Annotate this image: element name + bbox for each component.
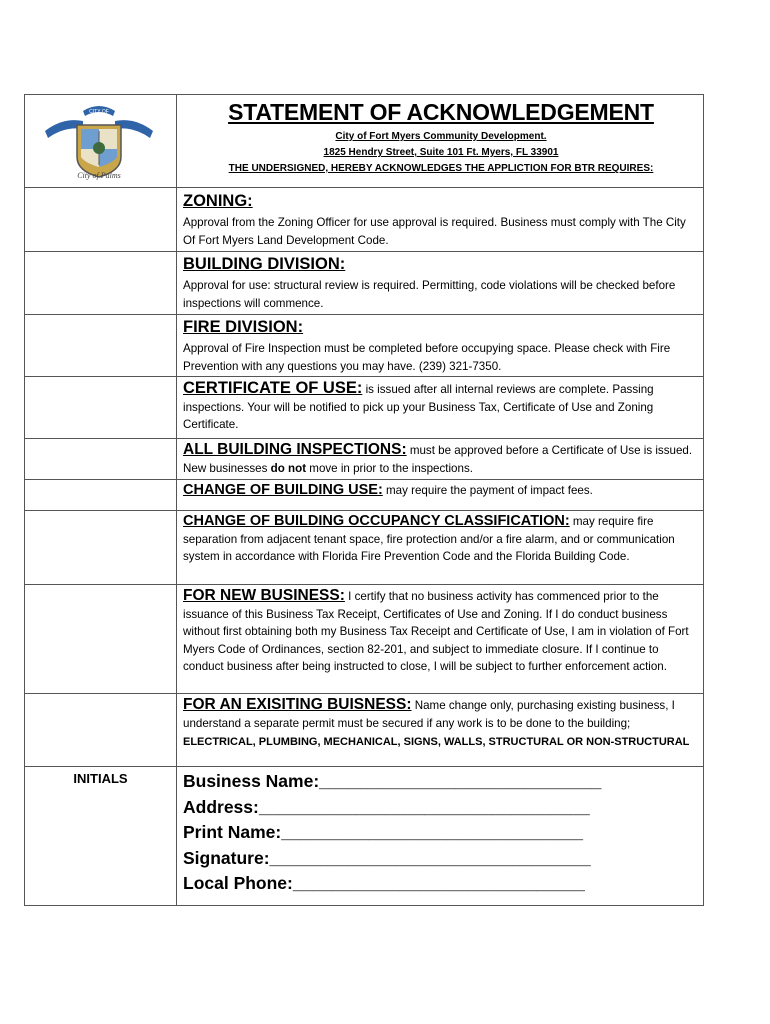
existing-business-text: Name change only, purchasing existing business, I understand a separate permit must be secured if any work is to be done to the building; bbox=[183, 699, 675, 730]
row-divider bbox=[25, 438, 703, 439]
initials-label: INITIALS bbox=[73, 771, 128, 786]
all-building-inspections-section bbox=[183, 441, 697, 477]
row-divider bbox=[25, 766, 703, 767]
row-divider bbox=[25, 251, 703, 252]
acknowledgement-statement: THE UNDERSIGNED, HEREBY ACKNOWLEDGES THE APPLICTION FOR BTR REQUIRES: bbox=[228, 163, 654, 174]
certificate-of-use-section bbox=[183, 380, 697, 434]
seal-caption: City of Palms bbox=[77, 171, 121, 180]
address-field[interactable]: Address:__________________________________ bbox=[183, 796, 590, 817]
new-business-section bbox=[183, 587, 697, 676]
svg-text:CITY OF: CITY OF bbox=[89, 109, 109, 115]
do-not-emphasis: do not bbox=[270, 461, 307, 475]
agency-name: City of Fort Myers Community Development. bbox=[335, 131, 547, 142]
document-title: STATEMENT OF ACKNOWLEDGEMENT bbox=[228, 99, 654, 125]
new-business-title: FOR NEW BUSINESS: bbox=[183, 587, 345, 604]
certificate-of-use-text: is issued after all internal reviews are complete. Passing inspections. Your will be notified to pick up your Business Tax, Certificate of Use and Zoning Certificate. bbox=[183, 383, 654, 431]
certificate-of-use-title: CERTIFICATE OF USE: bbox=[183, 379, 363, 397]
city-seal-logo bbox=[37, 101, 161, 183]
all-building-inspections-text: must be approved before a Certificate of Use is issued. New businesses bbox=[183, 444, 693, 475]
building-division-section bbox=[183, 255, 697, 312]
existing-business-title: FOR AN EXISITING BUISNESS: bbox=[183, 696, 412, 713]
fire-division-section bbox=[183, 318, 697, 375]
zoning-section bbox=[183, 192, 697, 249]
change-of-occupancy-title: CHANGE OF BUILDING OCCUPANCY CLASSIFICATION: bbox=[183, 513, 570, 529]
change-of-use-text: may require the payment of impact fees. bbox=[382, 484, 593, 497]
existing-business-section bbox=[183, 696, 697, 752]
row-divider bbox=[25, 314, 703, 315]
row-divider bbox=[25, 479, 703, 480]
row-divider bbox=[25, 187, 703, 188]
new-business-text: I certify that no business activity has commenced prior to the issuance of this Business Tax Receipt, Certificates of Use and Zoning. If I do conduct business without first obtaining both my Business Tax Receipt and Certificate of Use, I am in violation of Fort Myers Code of Ordinances, section 82-201, and subject to immediate closure. If I continue to conduct business after being instructed to close, I will be subject to further enforcement action. bbox=[183, 590, 689, 673]
print-name-field[interactable]: Print Name:_______________________________ bbox=[183, 822, 583, 842]
all-building-inspections-title: ALL BUILDING INSPECTIONS: bbox=[183, 441, 407, 458]
signature-field[interactable]: Signature:_________________________________ bbox=[183, 847, 591, 868]
column-divider bbox=[176, 95, 177, 905]
row-divider bbox=[25, 510, 703, 511]
fire-division-text: Approval of Fire Inspection must be completed before occupying space. Please check with Fire Prevention with any questions you may have. (239) 321-7350. bbox=[183, 342, 671, 373]
local-phone-field[interactable]: Local Phone:______________________________ bbox=[183, 873, 585, 893]
zoning-text: Approval from the Zoning Officer for use approval is required. Business must comply with The City Of Fort Myers Land Development Code. bbox=[183, 216, 686, 247]
change-of-occupancy-text: may require fire separation from adjacent tenant space, fire protection and/or a fire alarm, and or communication system in accordance with Florida Fire Prevention Code and the Florida Building Code. bbox=[183, 515, 675, 563]
row-divider bbox=[25, 376, 703, 377]
signature-block bbox=[183, 769, 697, 897]
building-division-text: Approval for use: structural review is required. Permitting, code violations will be checked before inspections will commence. bbox=[183, 279, 676, 310]
acknowledgement-form-table bbox=[24, 94, 704, 906]
row-divider bbox=[25, 693, 703, 694]
agency-address: 1825 Hendry Street, Suite 101 Ft. Myers, FL 33901 bbox=[323, 147, 559, 158]
change-of-use-title: CHANGE OF BUILDING USE: bbox=[183, 482, 383, 498]
change-of-occupancy-section bbox=[183, 513, 697, 566]
all-building-inspections-text-end: move in prior to the inspections. bbox=[306, 461, 473, 475]
building-division-title: BUILDING DIVISION: bbox=[183, 255, 346, 273]
fire-division-title: FIRE DIVISION: bbox=[183, 318, 304, 336]
change-of-use-section bbox=[183, 482, 697, 500]
existing-business-work-types: ELECTRICAL, PLUMBING, MECHANICAL, SIGNS, WALLS, STRUCTURAL OR NON-STRUCTURAL bbox=[183, 736, 690, 748]
row-divider bbox=[25, 584, 703, 585]
zoning-title: ZONING: bbox=[183, 192, 253, 210]
business-name-field[interactable]: Business Name:_____________________________ bbox=[183, 771, 602, 791]
